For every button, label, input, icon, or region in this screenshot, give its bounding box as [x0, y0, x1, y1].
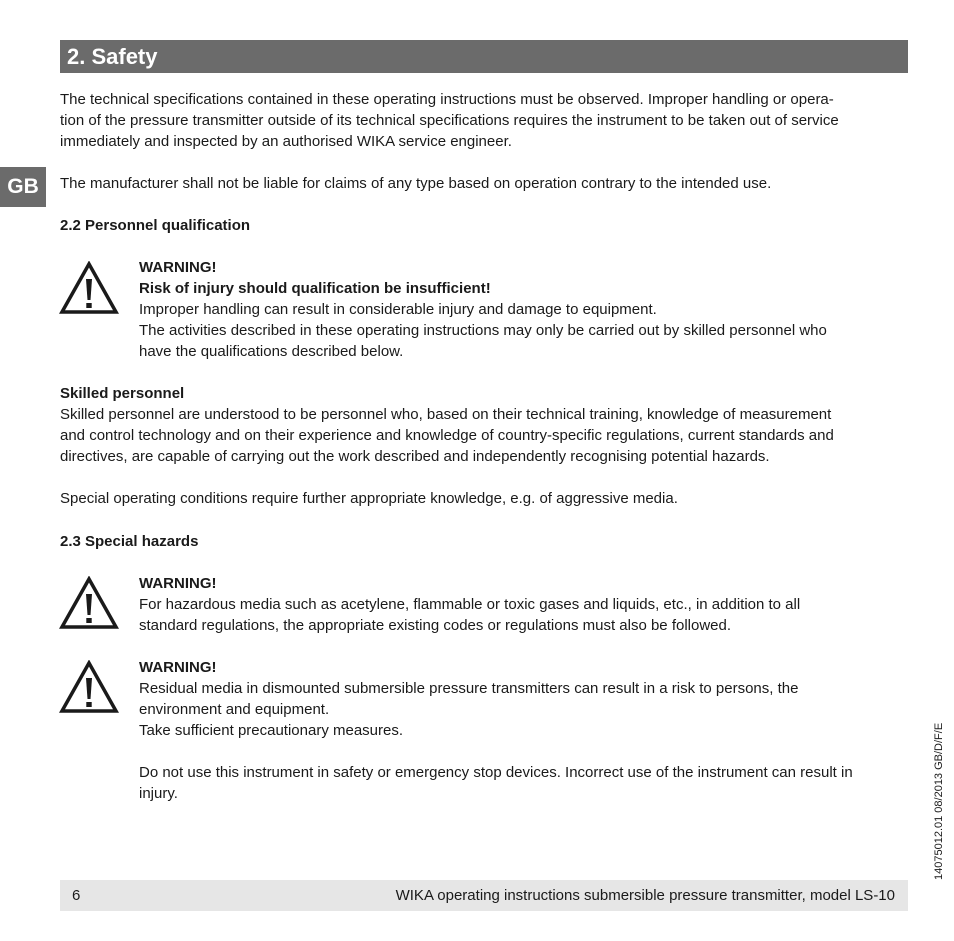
safety-device-note-line-1: Do not use this instrument in safety or emergency stop devices. Incorrect use of the instrument can result in	[139, 764, 853, 781]
warning-label: WARNING!	[139, 259, 217, 276]
safety-device-note-line-2: injury.	[139, 785, 178, 802]
warning-subtitle: Risk of injury should qualification be insufficient!	[139, 280, 491, 297]
warning-triangle-icon	[59, 660, 119, 714]
residual-warning-line-3: Take sufficient precautionary measures.	[139, 722, 404, 739]
warning-label: WARNING!	[139, 575, 217, 592]
heading-skilled-personnel: Skilled personnel	[60, 385, 185, 402]
intro-line-2: tion of the pressure transmitter outside of its technical specifications requires the instrument to be taken out of service	[60, 112, 839, 129]
intro-line-1: The technical specifications contained in these operating instructions must be observed. Improper handling or opera-	[60, 91, 834, 108]
footer-title: WIKA operating instructions submersible pressure transmitter, model LS-10	[395, 887, 895, 904]
intro-line-3: immediately and inspected by an authorised WIKA service engineer.	[60, 133, 512, 150]
warning-text-line-2: The activities described in these operating instructions may only be carried out by skilled personnel who	[139, 322, 827, 339]
skilled-line-2: and control technology and on their experience and knowledge of country-specific regulations, current standards and	[60, 427, 834, 444]
warning-label: WARNING!	[139, 659, 217, 676]
warning-triangle-icon	[59, 576, 119, 630]
residual-warning-line-1: Residual media in dismounted submersible pressure transmitters can result in a risk to persons, the	[139, 680, 799, 697]
page-footer	[60, 880, 908, 911]
skilled-line-3: directives, are capable of carrying out the work described and independently recognising potential hazards.	[60, 448, 770, 465]
document-code: 14075012.01 08/2013 GB/D/F/E	[933, 722, 945, 880]
section-header	[60, 40, 908, 73]
warning-text-line-3: have the qualifications described below.	[139, 343, 404, 360]
special-conditions-text: Special operating conditions require further appropriate knowledge, e.g. of aggressive media.	[60, 490, 678, 507]
warning-triangle-icon	[59, 261, 119, 315]
section-title: 2. Safety	[67, 44, 158, 69]
warning-text-line-1: Improper handling can result in considerable injury and damage to equipment.	[139, 301, 657, 318]
residual-warning-line-2: environment and equipment.	[139, 701, 330, 718]
liability-text: The manufacturer shall not be liable for claims of any type based on operation contrary to the intended use.	[60, 175, 772, 192]
skilled-line-1: Skilled personnel are understood to be personnel who, based on their technical training, knowledge of measurement	[60, 406, 832, 423]
page-number: 6	[72, 887, 81, 904]
heading-special-hazards: 2.3 Special hazards	[60, 533, 199, 550]
heading-personnel-qualification: 2.2 Personnel qualification	[60, 217, 251, 234]
hazard-warning-line-1: For hazardous media such as acetylene, flammable or toxic gases and liquids, etc., in addition to all	[139, 596, 801, 613]
hazard-warning-line-2: standard regulations, the appropriate existing codes or regulations must also be followed.	[139, 617, 732, 634]
language-tab: GB	[0, 167, 46, 207]
